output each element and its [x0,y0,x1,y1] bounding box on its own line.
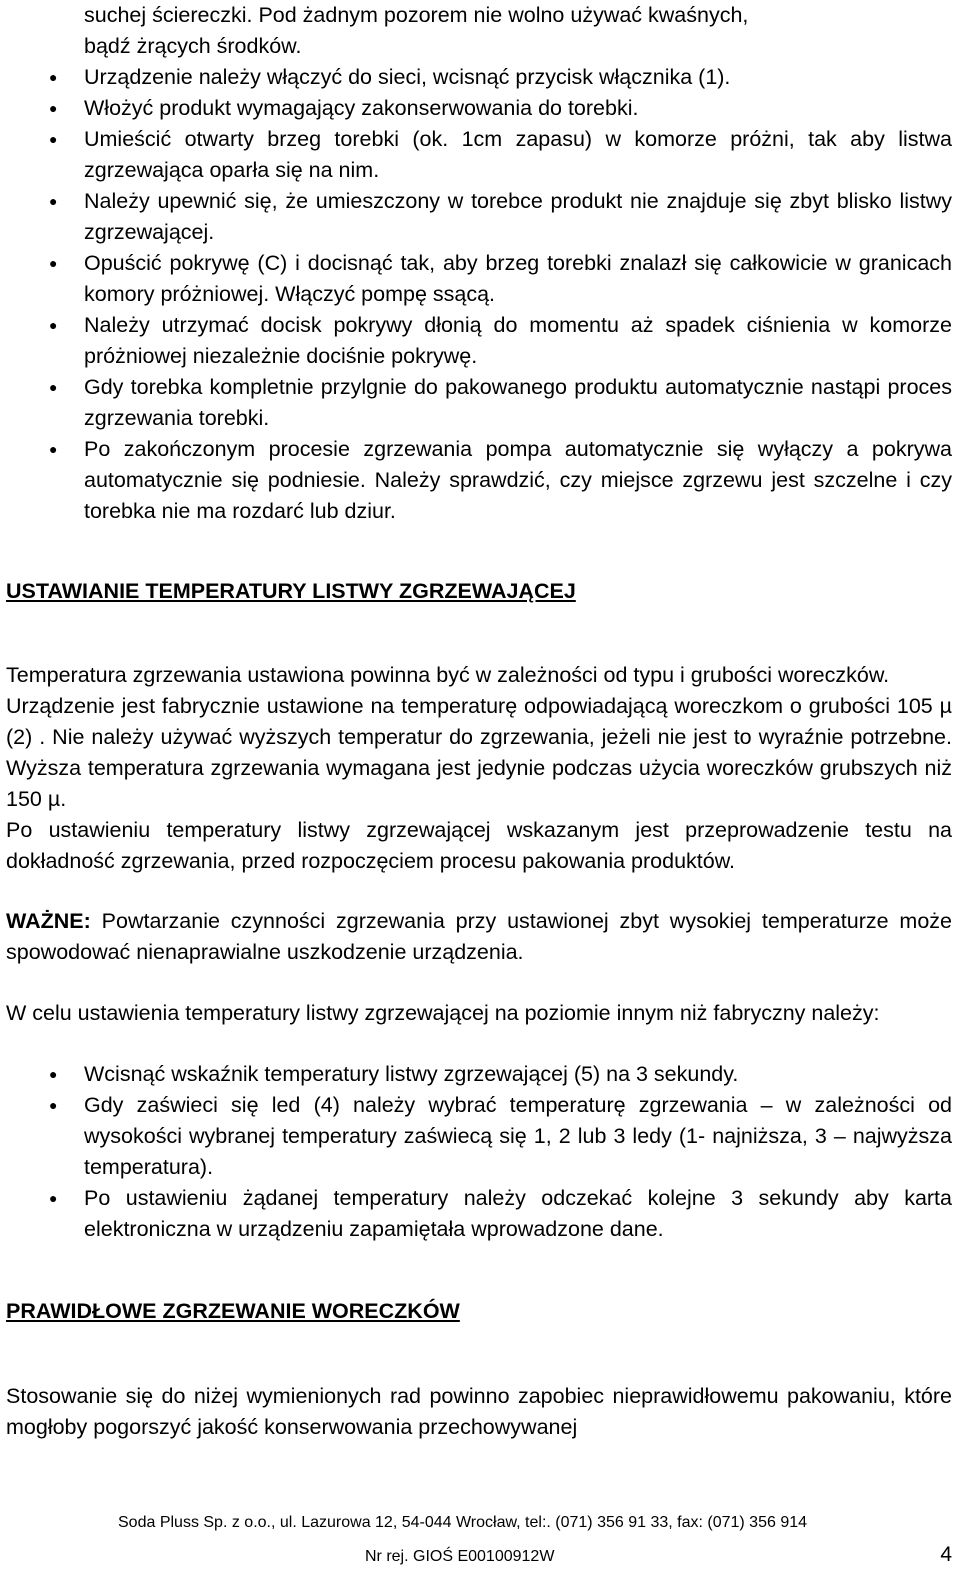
bullet-icon: ● [49,193,58,209]
list-item [49,124,952,186]
document-page [6,0,952,1443]
important-note [6,906,952,968]
bullet-icon: ● [49,100,58,116]
bullet-icon: ● [49,1066,58,1082]
bullet-icon: ● [49,1097,58,1113]
list-item-text: Opuścić pokrywę (C) i docisnąć tak, aby brzeg torebki znalazł się całkowicie w granicach komory próżniowej. Włączyć pompę ssącą. [84,251,952,306]
section-heading-temperature: USTAWIANIE TEMPERATURY LISTWY ZGRZEWAJĄCEJ [6,579,576,603]
list-item [49,93,952,124]
bullet-icon: ● [49,379,58,395]
important-label: WAŻNE: [6,909,91,933]
important-text: Powtarzanie czynności zgrzewania przy ustawionej zbyt wysokiej temperaturze może spowodować nienaprawialne uszkodzenie urządzenia. [6,909,952,964]
bullet-icon: ● [49,255,58,271]
footer-company-info: Soda Pluss Sp. z o.o., ul. Lazurowa 12, 54-044 Wrocław, tel:. (071) 356 91 33, fax: (071) 356 914 [118,1514,808,1531]
list-item [49,1183,952,1245]
list-item-text: Gdy zaświeci się led (4) należy wybrać temperaturę zgrzewania – w zależności od wysokości wybranej temperatury zaświecą się 1, 2 lub 3 ledy (1- najniższa, 3 – najwyższa temperatura). [84,1093,952,1179]
bullet-icon: ● [49,317,58,333]
list-item [49,372,952,434]
bullet-icon: ● [49,441,58,457]
bullet-icon: ● [49,131,58,147]
continued-line-1: suchej ściereczki. Pod żadnym pozorem nie wolno używać kwaśnych, [84,3,749,27]
list-item [49,310,952,372]
list-item-text: Po zakończonym procesie zgrzewania pompa automatycznie się wyłączy a pokrywa automatycznie się podniesie. Należy sprawdzić, czy miejsce zgrzewu jest szczelne i czy torebka nie ma rozdarć lub dziur. [84,437,952,523]
temperature-steps-list [6,1059,952,1245]
list-item-text: Umieścić otwarty brzeg torebki (ok. 1cm zapasu) w komorze próżni, tak aby listwa zgrzewająca oparła się na nim. [84,127,952,182]
list-item [49,1059,952,1090]
procedure-steps-list [6,62,952,527]
paragraph-sealing-1: Stosowanie się do niżej wymienionych rad powinno zapobiec nieprawidłowemu pakowaniu, które mogłoby pogorszyć jakość konserwowania przechowywanej [6,1384,952,1439]
list-item-text: Należy utrzymać docisk pokrywy dłonią do momentu aż spadek ciśnienia w komorze próżniowej niezależnie dociśnie pokrywę. [84,313,952,368]
bullet-icon: ● [49,1190,58,1206]
paragraph-temperature-3: Po ustawieniu temperatury listwy zgrzewającej wskazanym jest przeprowadzenie testu na dokładność zgrzewania, przed rozpoczęciem procesu pakowania produktów. [6,818,952,873]
section-heading-sealing: PRAWIDŁOWE ZGRZEWANIE WORECZKÓW [6,1299,460,1323]
list-item [49,434,952,527]
list-item-text: Włożyć produkt wymagający zakonserwowania do torebki. [84,96,639,120]
list-item [49,248,952,310]
footer-registration-number: Nr rej. GIOŚ E00100912W [365,1548,555,1565]
continued-text [84,0,952,62]
continued-line-2: bądź żrących środków. [84,34,302,58]
temperature-intro: W celu ustawienia temperatury listwy zgrzewającej na poziomie innym niż fabryczny należy: [6,1001,880,1025]
list-item-text: Wcisnąć wskaźnik temperatury listwy zgrzewającej (5) na 3 sekundy. [84,1062,739,1086]
paragraph-temperature-1: Temperatura zgrzewania ustawiona powinna być w zależności od typu i grubości woreczków. [6,663,890,687]
list-item [49,1090,952,1183]
list-item [49,62,952,93]
list-item-text: Po ustawieniu żądanej temperatury należy odczekać kolejne 3 sekundy aby karta elektroniczna w urządzeniu zapamiętała wprowadzone dane. [84,1186,952,1241]
page-number: 4 [940,1543,952,1566]
list-item-text: Urządzenie należy włączyć do sieci, wcisnąć przycisk włącznika (1). [84,65,731,89]
list-item-text: Należy upewnić się, że umieszczony w torebce produkt nie znajduje się zbyt blisko listwy zgrzewającej. [84,189,952,244]
list-item-text: Gdy torebka kompletnie przylgnie do pakowanego produktu automatycznie nastąpi proces zgrzewania torebki. [84,375,952,430]
bullet-icon: ● [49,69,58,85]
paragraph-temperature-2: Urządzenie jest fabrycznie ustawione na temperaturę odpowiadającą woreczkom o grubości 105 µ (2) . Nie należy używać wyższych temperatur do zgrzewania, jeżeli nie jest to wyraźnie potrzebne. Wyższa temperatura zgrzewania wymagana jest jedynie podczas użycia woreczków grubszych niż 150 µ. [6,694,952,811]
list-item [49,186,952,248]
